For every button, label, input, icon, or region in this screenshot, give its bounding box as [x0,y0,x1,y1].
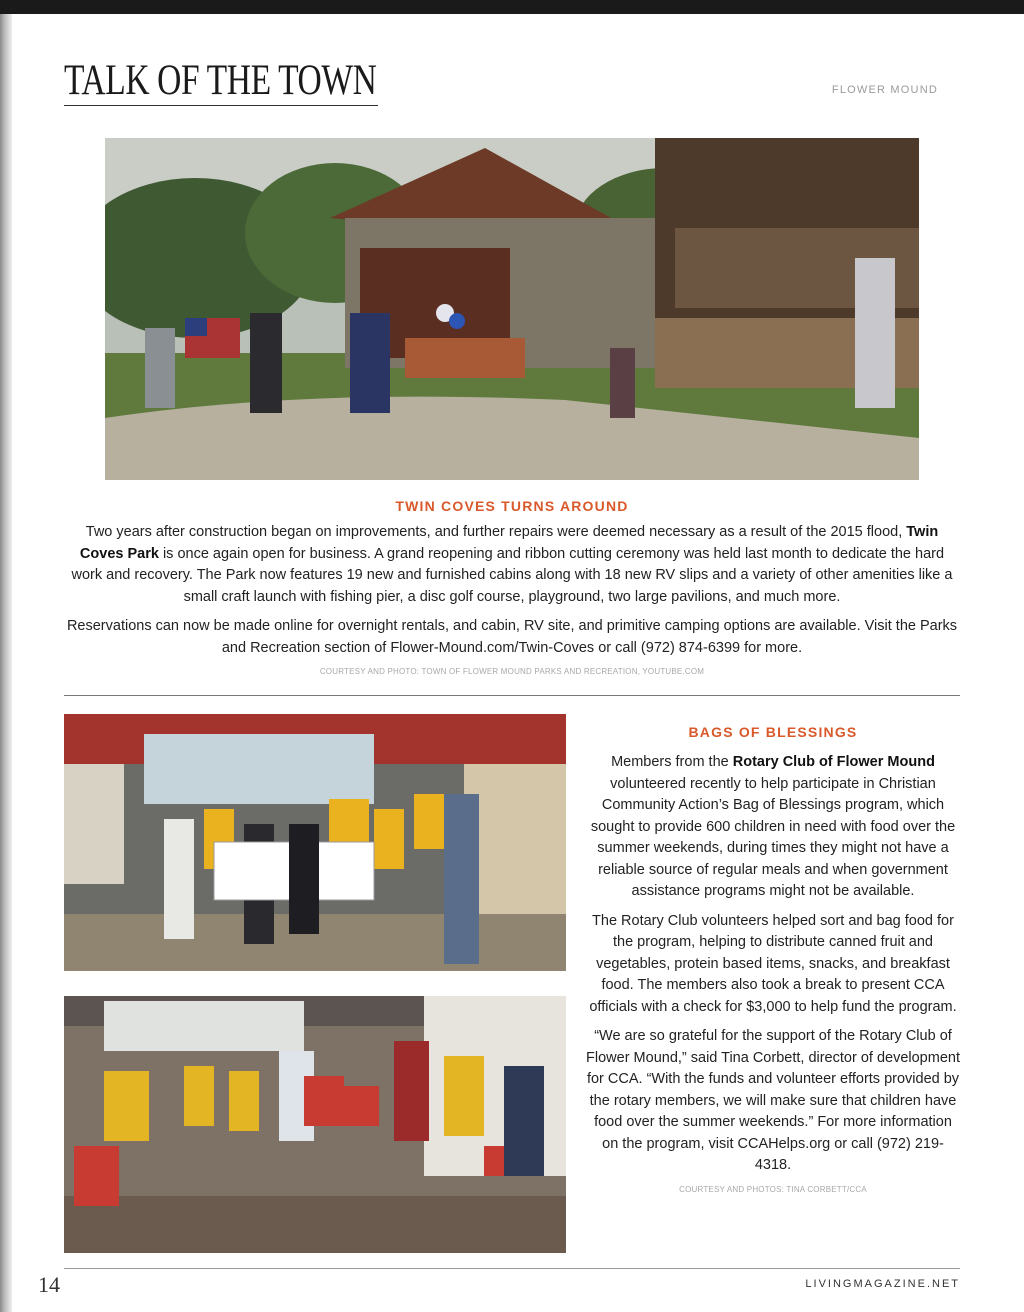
page-title: TALK OF THE TOWN [64,57,377,104]
bold-club-name: Rotary Club of Flower Mound [732,754,935,770]
text-run: Members from the [611,754,729,770]
text-run: volunteered recently to help participate in Christian Community Action’s Bag of Blessings program, which sought to provide 600 children in need with food over the summer weekends, during times they might not have a reliable source of regular meals and when government assistance programs might not be available. [590,775,956,899]
article-bags-of-blessings [586,724,960,1194]
photo-cabins-park [105,138,919,480]
photo-check-presentation [64,714,566,971]
section-divider [64,695,960,696]
paragraph [586,752,960,903]
article-body [586,752,960,1177]
footer-rule [64,1268,960,1269]
paragraph: The Rotary Club volunteers helped sort and bag food for the program, helping to distribute canned fruit and vegetables, protein based items, snacks, and breakfast food. The members also took a break to present CCA officials with a check for $3,000 to help fund the program. [589,912,957,1015]
paragraph [64,522,960,608]
page-number: 14 [38,1272,60,1297]
article-twin-coves [64,498,960,676]
section-label: FLOWER MOUND [831,84,938,96]
text-run: is once again open for business. A grand reopening and ribbon cutting ceremony was held last month to dedicate the hard work and recovery. The Park now features 19 new and furnished cabins along with 18 new RV slips and a variety of other amenities like a small craft launch with fishing pier, a disc golf course, playground, two large pavilions, and much more. [71,545,953,605]
text-run: Two years after construction began on improvements, and further repairs were deemed necessary as a result of the 2015 flood, [85,524,903,540]
article-headline: BAGS OF BLESSINGS [688,724,858,740]
magazine-page [0,14,1024,1312]
footer-site: LIVINGMAGAZINE.NET [805,1278,960,1290]
paragraph: Reservations can now be made online for overnight rentals, and cabin, RV site, and primitive camping options are available. Visit the Parks and Recreation section of Flower-Mound.com/Twin-Coves or call (972) 874-6399 for more. [66,618,958,656]
bold-park-name: Twin Coves Park [79,524,939,562]
page-spine-shadow [0,14,12,1312]
article-body [64,522,960,659]
photo-credit: COURTESY AND PHOTO: TOWN OF FLOWER MOUND PARKS AND RECREATION, YOUTUBE.COM [319,667,705,676]
paragraph: “We are so grateful for the support of the Rotary Club of Flower Mound,” said Tina Corbett, director of development for CCA. “With the funds and volunteer efforts provided by the rotary members, we will make sure that children have food over the summer weekends.” For more information on the program, visit CCAHelps.org or call (972) 219-4318. [586,1028,960,1173]
photo-credit: COURTESY AND PHOTOS: TINA CORBETT/CCA [679,1184,867,1194]
article-headline: TWIN COVES TURNS AROUND [395,498,629,514]
photo-volunteers-bags [64,996,566,1253]
title-underline [64,105,378,106]
